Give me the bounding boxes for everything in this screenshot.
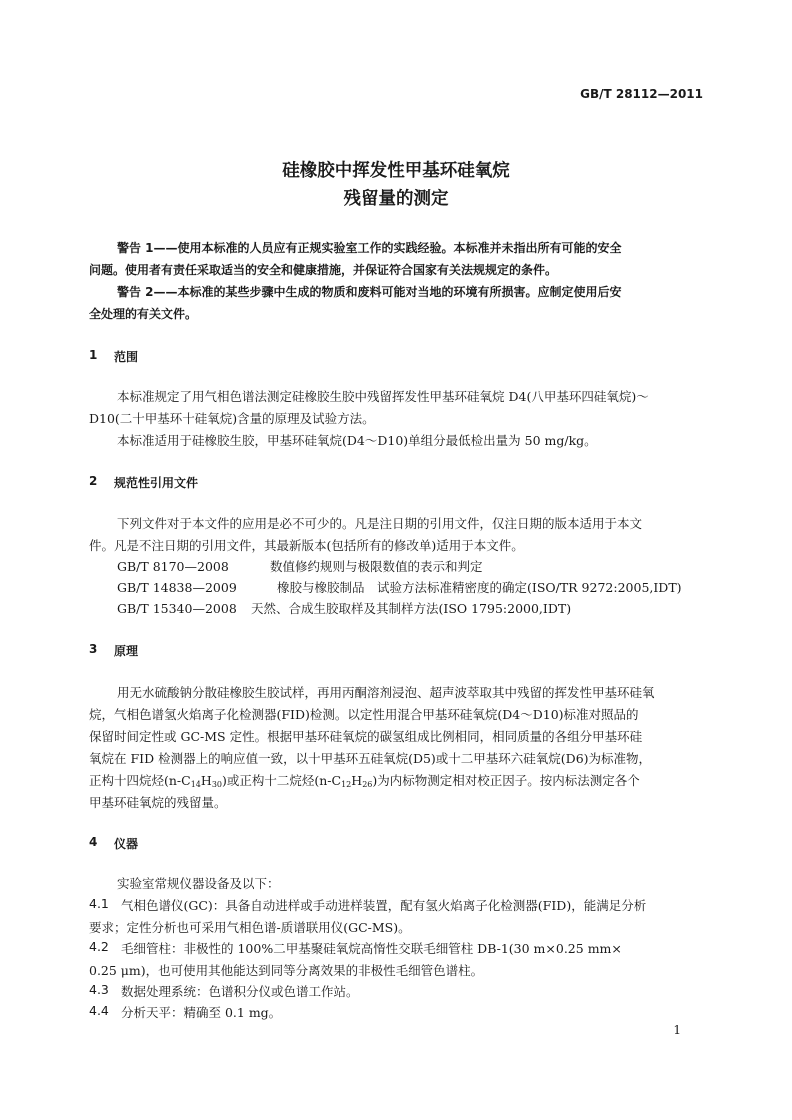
- text-run: )或正构十二烷烃(n-C: [222, 773, 342, 788]
- scope-paragraph-line: D10(二十甲基环十硅氧烷)含量的原理及试验方法。: [89, 411, 375, 426]
- clause-text-line: 0.25 μm)，也可使用其他能达到同等分离效果的非极性毛细管色谱柱。: [89, 963, 484, 978]
- clause-text-line: 分析天平：精确至 0.1 mg。: [121, 1005, 282, 1020]
- section-3-number: 3: [89, 642, 98, 656]
- instruments-intro: 实验室常规仪器设备及以下：: [117, 876, 280, 891]
- reference-item: [117, 578, 682, 596]
- warning-2-line: 全处理的有关文件。: [89, 307, 198, 321]
- clause-text-line: 毛细管柱：非极性的 100%二甲基聚硅氧烷高惰性交联毛细管柱 DB-1(30 m×0.25 mm×: [121, 941, 622, 956]
- references-paragraph-line: 下列文件对于本文件的应用是必不可少的。凡是注日期的引用文件，仅注日期的版本适用于本文: [117, 516, 643, 531]
- text-run: H: [351, 773, 363, 788]
- clause-text-line: 要求；定性分析也可采用气相色谱-质谱联用仪(GC-MS)。: [89, 920, 411, 935]
- section-4-title: 仪器: [114, 837, 139, 851]
- warning-2-line: 警告 2——本标准的某些步骤中生成的物质和废料可能对当地的环境有所损害。应制定使用后安: [117, 285, 622, 299]
- reference-item: [117, 599, 571, 617]
- section-1-title: 范围: [114, 350, 139, 364]
- clause-number: 4.2: [89, 939, 109, 954]
- section-2-number: 2: [89, 474, 98, 488]
- text-run: )为内标物测定相对校正因子。按内标法测定各个: [372, 773, 640, 788]
- warning-1-line: 警告 1——使用本标准的人员应有正规实验室工作的实践经验。本标准并未指出所有可能的安全: [117, 241, 622, 255]
- subscript: 12: [341, 780, 352, 789]
- reference-title: 天然、合成生胶取样及其制样方法(ISO 1795:2000,IDT): [251, 601, 572, 616]
- principle-paragraph-line: 用无水硫酸钠分散硅橡胶生胶试样，再用丙酮溶剂浸泡、超声波萃取其中残留的挥发性甲基环硅氧: [117, 685, 655, 700]
- clause-number: 4.3: [89, 982, 109, 997]
- clause-number: 4.4: [89, 1003, 109, 1018]
- standard-code: GB/T 28112—2011: [580, 87, 703, 101]
- section-2-title: 规范性引用文件: [114, 476, 199, 490]
- clause-number: 4.1: [89, 896, 109, 911]
- reference-title: 橡胶与橡胶制品 试验方法标准精密度的确定(ISO/TR 9272:2005,IDT): [277, 580, 682, 595]
- page-number: 1: [673, 1023, 681, 1037]
- reference-code: GB/T 15340—2008: [117, 601, 237, 616]
- document-subtitle: 残留量的测定: [343, 189, 449, 209]
- section-4-number: 4: [89, 835, 98, 849]
- text-run: 正构十四烷烃(n-C: [89, 773, 191, 788]
- warning-1-line: 问题。使用者有责任采取适当的安全和健康措施，并保证符合国家有关法规规定的条件。: [89, 263, 558, 277]
- principle-paragraph-line: 保留时间定性或 GC-MS 定性。根据甲基环硅氧烷的碳氢组成比例相同，相同质量的各组分甲基环硅: [89, 729, 643, 744]
- principle-paragraph-line: 烷，气相色谱氢火焰离子化检测器(FID)检测。以定性用混合甲基环硅氧烷(D4～D10)标准对照品的: [89, 707, 639, 722]
- references-paragraph-line: 件。凡是不注日期的引用文件，其最新版本(包括所有的修改单)适用于本文件。: [89, 538, 524, 553]
- reference-item: [117, 557, 483, 575]
- scope-paragraph-line: 本标准适用于硅橡胶生胶，甲基环硅氧烷(D4～D10)单组分最低检出量为 50 mg/kg。: [117, 433, 597, 448]
- clause-text-line: 气相色谱仪(GC)：具备自动进样或手动进样装置，配有氢火焰离子化检测器(FID)，能满足分析: [121, 898, 647, 913]
- reference-code: GB/T 14838—2009: [117, 580, 237, 595]
- reference-code: GB/T 8170—2008: [117, 559, 229, 574]
- subscript: 30: [211, 780, 222, 789]
- principle-paragraph-line: [89, 771, 640, 789]
- subscript: 14: [190, 780, 201, 789]
- principle-paragraph-line: 氧烷在 FID 检测器上的响应值一致，以十甲基环五硅氧烷(D5)或十二甲基环六硅氧烷(D6)为标准物，: [89, 751, 652, 766]
- document-title: 硅橡胶中挥发性甲基环硅氧烷: [282, 161, 510, 181]
- section-3-title: 原理: [114, 644, 139, 658]
- section-1-number: 1: [89, 348, 98, 362]
- text-run: H: [200, 773, 212, 788]
- subscript: 26: [362, 780, 373, 789]
- reference-title: 数值修约规则与极限数值的表示和判定: [270, 559, 483, 574]
- clause-text-line: 数据处理系统：色谱积分仪或色谱工作站。: [121, 984, 359, 999]
- principle-paragraph-line: 甲基环硅氧烷的残留量。: [89, 795, 227, 810]
- scope-paragraph-line: 本标准规定了用气相色谱法测定硅橡胶生胶中残留挥发性甲基环硅氧烷 D4(八甲基环四硅氧烷)～: [117, 389, 649, 404]
